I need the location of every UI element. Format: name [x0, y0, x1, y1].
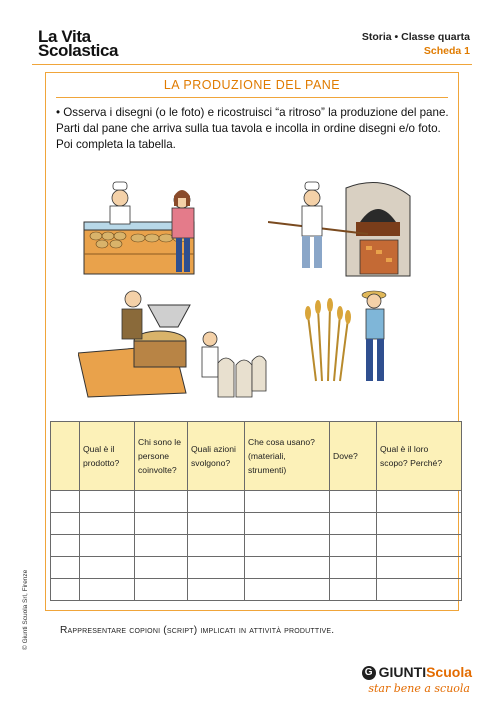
table-row — [51, 579, 462, 601]
table-cell[interactable] — [377, 513, 462, 535]
table-header-cell: Che cosa usano? (materiali, strumenti) — [245, 422, 330, 491]
table-cell[interactable] — [245, 535, 330, 557]
table-cell[interactable] — [188, 557, 245, 579]
subject-info — [362, 30, 470, 58]
sheet-label: Scheda 1 — [423, 45, 470, 57]
worksheet-title: LA PRODUZIONE DEL PANE — [163, 78, 341, 92]
giunti-g-icon: G — [362, 666, 376, 680]
table-cell[interactable] — [188, 513, 245, 535]
table-cell[interactable] — [51, 579, 80, 601]
table-header-cell: Dove? — [330, 422, 377, 491]
table-cell[interactable] — [188, 535, 245, 557]
bakery-shop-illustration — [78, 178, 213, 278]
table-cell[interactable] — [135, 557, 188, 579]
table-header-cell: Qual è il loro scopo? Perché? — [377, 422, 462, 491]
table-cell[interactable] — [80, 557, 135, 579]
table-row — [51, 557, 462, 579]
table-row — [51, 513, 462, 535]
table-cell[interactable] — [245, 557, 330, 579]
table-cell[interactable] — [245, 491, 330, 513]
table-cell[interactable] — [330, 557, 377, 579]
logo-line-1: La Vita — [38, 27, 91, 46]
header-divider — [32, 64, 472, 65]
table-cell[interactable] — [51, 535, 80, 557]
table-header-cell: Chi sono le persone coinvolte? — [135, 422, 188, 491]
table-header-cell — [51, 422, 80, 491]
mill-illustration — [78, 285, 268, 405]
magazine-logo — [38, 27, 119, 60]
brand-scuola: Scuola — [426, 664, 472, 680]
table-cell[interactable] — [330, 535, 377, 557]
table-cell[interactable] — [330, 579, 377, 601]
table-cell[interactable] — [80, 491, 135, 513]
brand-giunti: GIUNTI — [378, 664, 427, 680]
table-cell[interactable] — [377, 557, 462, 579]
instructions-text: • Osserva i disegni (o le foto) e ricostruisci “a ritroso” la produzione del pane. Parti dal pane che arriva sulla tua tavola e incolla in ordine disegni e/o foto. Poi completa la tabella. — [56, 106, 449, 151]
table-cell[interactable] — [245, 513, 330, 535]
table-cell[interactable] — [135, 513, 188, 535]
title-divider — [56, 97, 448, 98]
table-cell[interactable] — [188, 579, 245, 601]
table-cell[interactable] — [245, 579, 330, 601]
logo-line-2: Scolastica — [38, 41, 119, 60]
brand-tagline: star bene a scuola — [368, 682, 470, 695]
table-cell[interactable] — [330, 513, 377, 535]
table-header-cell: Qual è il prodotto? — [80, 422, 135, 491]
table-cell[interactable] — [330, 491, 377, 513]
subject-label: Storia • Classe quarta — [361, 31, 470, 43]
table-row — [51, 535, 462, 557]
publisher-logo — [362, 664, 472, 680]
table-header-cell: Quali azioni svolgono? — [188, 422, 245, 491]
copyright-text: © Giunti Scuola Srl, Firenze — [22, 569, 29, 650]
table-cell[interactable] — [80, 579, 135, 601]
table-cell[interactable] — [377, 579, 462, 601]
table-cell[interactable] — [135, 535, 188, 557]
table-cell[interactable] — [377, 491, 462, 513]
table-header-row — [51, 422, 462, 491]
baker-oven-illustration — [268, 178, 416, 278]
table-cell[interactable] — [51, 557, 80, 579]
footer-note: Rappresentare copioni (script) implicati in attività produttive. — [60, 625, 335, 636]
table-cell[interactable] — [80, 513, 135, 535]
table-row — [51, 491, 462, 513]
table-cell[interactable] — [51, 491, 80, 513]
table-cell[interactable] — [51, 513, 80, 535]
farmer-wheat-illustration — [296, 285, 396, 391]
table-cell[interactable] — [377, 535, 462, 557]
table-cell[interactable] — [135, 579, 188, 601]
table-cell[interactable] — [80, 535, 135, 557]
table-cell[interactable] — [188, 491, 245, 513]
table-cell[interactable] — [135, 491, 188, 513]
analysis-table — [50, 421, 462, 601]
